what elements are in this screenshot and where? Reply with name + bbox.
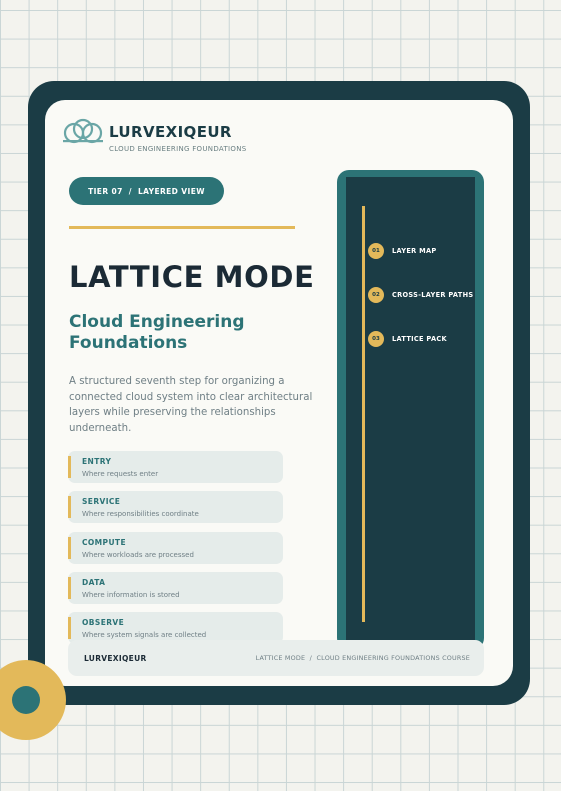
layer-desc: Where responsibilities coordinate [82,510,199,519]
footer-brand: LURVEXIQEUR [84,653,147,663]
layer-desc: Where workloads are processed [82,550,194,559]
layer-name: OBSERVE [82,618,125,628]
layer-desc: Where system signals are collected [82,631,207,640]
steps-panel [337,170,484,650]
layer-item-data [68,572,283,604]
gold-divider [69,226,295,229]
tier-separator: / [128,186,132,196]
step-label: LATTICE PACK [392,335,447,343]
step-label: CROSS-LAYER PATHS [392,291,474,299]
tier-number: TIER 07 [88,186,123,196]
layer-desc: Where information is stored [82,590,180,599]
layer-name: SERVICE [82,497,121,507]
page-description: A structured seventh step for organizing a connected cloud system into clear architectural layers while preserving the relationships underneath. [69,376,313,434]
footer-mode: LATTICE MODE [255,654,306,662]
tier-badge [69,177,224,205]
layer-desc: Where requests enter [82,470,159,478]
layer-name: DATA [82,577,106,587]
timeline-line [362,206,365,622]
brand-tagline: CLOUD ENGINEERING FOUNDATIONS [109,145,247,153]
brand-text [109,118,246,153]
brand-header [63,118,246,153]
layer-list [68,451,283,652]
layer-item-service [68,491,283,523]
page-subtitle: Cloud Engineering Foundations [69,312,245,353]
decorative-circle-inner [12,686,40,714]
course-card [45,100,513,686]
step-layer-map [368,243,437,259]
step-number: 03 [368,331,384,347]
step-number: 01 [368,243,384,259]
page-title: LATTICE MODE [69,260,315,294]
layer-name: ENTRY [82,457,112,466]
step-number: 02 [368,287,384,303]
layer-item-compute [68,532,283,564]
step-cross-layer-paths [368,287,473,303]
footer-separator: / [309,654,313,662]
layer-item-entry [68,451,283,483]
layer-name: COMPUTE [82,537,126,547]
footer-course-label [256,654,470,662]
step-label: LAYER MAP [392,247,437,255]
footer-bar [68,640,484,676]
tier-view: LAYERED VIEW [137,186,205,196]
steps-panel-inner [346,177,475,650]
brand-name: LURVEXIQEUR [109,123,232,141]
step-lattice-pack [368,331,447,347]
footer-course: CLOUD ENGINEERING FOUNDATIONS COURSE [316,654,470,662]
cloud-rings-icon [63,118,103,144]
